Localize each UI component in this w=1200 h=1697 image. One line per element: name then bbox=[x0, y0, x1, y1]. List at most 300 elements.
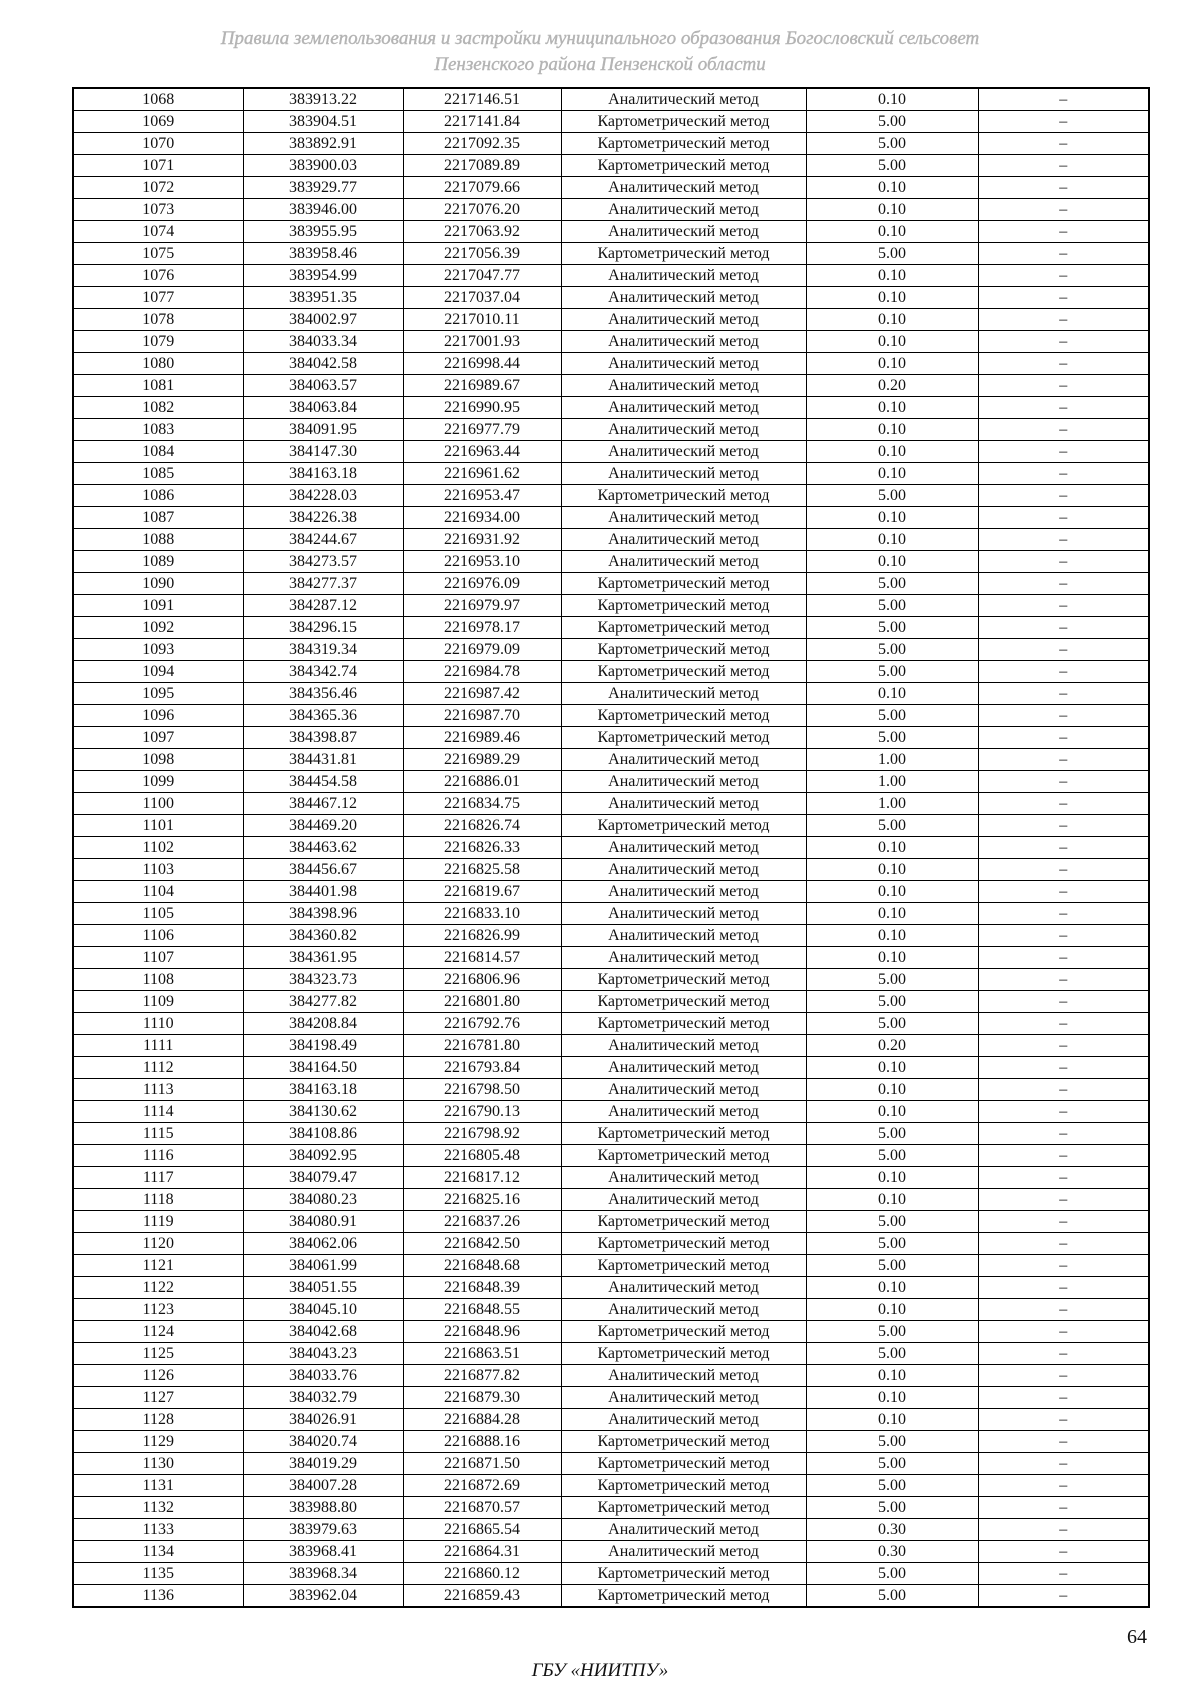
y-coordinate-cell: 2216837.26 bbox=[403, 1211, 561, 1233]
y-coordinate-cell: 2216987.70 bbox=[403, 705, 561, 727]
y-coordinate-cell: 2216871.50 bbox=[403, 1453, 561, 1475]
point-number-cell: 1131 bbox=[73, 1475, 243, 1497]
x-coordinate-cell: 384002.97 bbox=[243, 309, 403, 331]
method-cell: Аналитический метод bbox=[561, 309, 806, 331]
accuracy-cell: 0.10 bbox=[806, 903, 978, 925]
x-coordinate-cell: 384361.95 bbox=[243, 947, 403, 969]
table-row bbox=[73, 969, 1149, 991]
point-number-cell: 1098 bbox=[73, 749, 243, 771]
y-coordinate-cell: 2216879.30 bbox=[403, 1387, 561, 1409]
y-coordinate-cell: 2216870.57 bbox=[403, 1497, 561, 1519]
table-row bbox=[73, 1431, 1149, 1453]
x-coordinate-cell: 383968.34 bbox=[243, 1563, 403, 1585]
y-coordinate-cell: 2216984.78 bbox=[403, 661, 561, 683]
table-row bbox=[73, 1519, 1149, 1541]
note-cell: – bbox=[978, 309, 1149, 331]
point-number-cell: 1104 bbox=[73, 881, 243, 903]
note-cell: – bbox=[978, 1145, 1149, 1167]
method-cell: Аналитический метод bbox=[561, 463, 806, 485]
y-coordinate-cell: 2216872.69 bbox=[403, 1475, 561, 1497]
x-coordinate-cell: 384042.58 bbox=[243, 353, 403, 375]
x-coordinate-cell: 383968.41 bbox=[243, 1541, 403, 1563]
method-cell: Картометрический метод bbox=[561, 1123, 806, 1145]
point-number-cell: 1083 bbox=[73, 419, 243, 441]
table-row bbox=[73, 771, 1149, 793]
accuracy-cell: 5.00 bbox=[806, 1343, 978, 1365]
point-number-cell: 1077 bbox=[73, 287, 243, 309]
table-row bbox=[73, 331, 1149, 353]
y-coordinate-cell: 2216826.33 bbox=[403, 837, 561, 859]
accuracy-cell: 0.10 bbox=[806, 1299, 978, 1321]
point-number-cell: 1071 bbox=[73, 155, 243, 177]
y-coordinate-cell: 2216977.79 bbox=[403, 419, 561, 441]
note-cell: – bbox=[978, 463, 1149, 485]
table-row bbox=[73, 1013, 1149, 1035]
table-row bbox=[73, 375, 1149, 397]
note-cell: – bbox=[978, 1365, 1149, 1387]
note-cell: – bbox=[978, 1255, 1149, 1277]
running-header bbox=[0, 26, 1200, 78]
x-coordinate-cell: 384080.91 bbox=[243, 1211, 403, 1233]
accuracy-cell: 0.10 bbox=[806, 947, 978, 969]
x-coordinate-cell: 384033.76 bbox=[243, 1365, 403, 1387]
x-coordinate-cell: 383892.91 bbox=[243, 133, 403, 155]
point-number-cell: 1093 bbox=[73, 639, 243, 661]
y-coordinate-cell: 2216863.51 bbox=[403, 1343, 561, 1365]
y-coordinate-cell: 2216961.62 bbox=[403, 463, 561, 485]
note-cell: – bbox=[978, 947, 1149, 969]
note-cell: – bbox=[978, 1123, 1149, 1145]
accuracy-cell: 0.30 bbox=[806, 1519, 978, 1541]
table-row bbox=[73, 749, 1149, 771]
note-cell: – bbox=[978, 287, 1149, 309]
accuracy-cell: 5.00 bbox=[806, 661, 978, 683]
note-cell: – bbox=[978, 705, 1149, 727]
accuracy-cell: 5.00 bbox=[806, 1233, 978, 1255]
x-coordinate-cell: 384365.36 bbox=[243, 705, 403, 727]
accuracy-cell: 0.10 bbox=[806, 551, 978, 573]
accuracy-cell: 5.00 bbox=[806, 705, 978, 727]
method-cell: Картометрический метод bbox=[561, 155, 806, 177]
note-cell: – bbox=[978, 551, 1149, 573]
method-cell: Картометрический метод bbox=[561, 705, 806, 727]
method-cell: Картометрический метод bbox=[561, 1453, 806, 1475]
x-coordinate-cell: 384208.84 bbox=[243, 1013, 403, 1035]
point-number-cell: 1088 bbox=[73, 529, 243, 551]
method-cell: Картометрический метод bbox=[561, 1585, 806, 1608]
table-row bbox=[73, 1453, 1149, 1475]
x-coordinate-cell: 384063.57 bbox=[243, 375, 403, 397]
note-cell: – bbox=[978, 881, 1149, 903]
y-coordinate-cell: 2216859.43 bbox=[403, 1585, 561, 1608]
method-cell: Аналитический метод bbox=[561, 177, 806, 199]
method-cell: Картометрический метод bbox=[561, 1233, 806, 1255]
y-coordinate-cell: 2216814.57 bbox=[403, 947, 561, 969]
note-cell: – bbox=[978, 111, 1149, 133]
y-coordinate-cell: 2216989.29 bbox=[403, 749, 561, 771]
table-row bbox=[73, 991, 1149, 1013]
x-coordinate-cell: 384164.50 bbox=[243, 1057, 403, 1079]
note-cell: – bbox=[978, 1189, 1149, 1211]
y-coordinate-cell: 2216877.82 bbox=[403, 1365, 561, 1387]
y-coordinate-cell: 2216817.12 bbox=[403, 1167, 561, 1189]
point-number-cell: 1078 bbox=[73, 309, 243, 331]
y-coordinate-cell: 2216781.80 bbox=[403, 1035, 561, 1057]
accuracy-cell: 0.10 bbox=[806, 199, 978, 221]
note-cell: – bbox=[978, 969, 1149, 991]
point-number-cell: 1087 bbox=[73, 507, 243, 529]
x-coordinate-cell: 384163.18 bbox=[243, 1079, 403, 1101]
note-cell: – bbox=[978, 815, 1149, 837]
y-coordinate-cell: 2216979.97 bbox=[403, 595, 561, 617]
point-number-cell: 1082 bbox=[73, 397, 243, 419]
x-coordinate-cell: 384226.38 bbox=[243, 507, 403, 529]
x-coordinate-cell: 384032.79 bbox=[243, 1387, 403, 1409]
accuracy-cell: 0.10 bbox=[806, 837, 978, 859]
accuracy-cell: 5.00 bbox=[806, 991, 978, 1013]
method-cell: Аналитический метод bbox=[561, 529, 806, 551]
y-coordinate-cell: 2216989.46 bbox=[403, 727, 561, 749]
accuracy-cell: 0.10 bbox=[806, 859, 978, 881]
y-coordinate-cell: 2217063.92 bbox=[403, 221, 561, 243]
note-cell: – bbox=[978, 133, 1149, 155]
note-cell: – bbox=[978, 837, 1149, 859]
table-row bbox=[73, 485, 1149, 507]
table-row bbox=[73, 1167, 1149, 1189]
point-number-cell: 1107 bbox=[73, 947, 243, 969]
method-cell: Картометрический метод bbox=[561, 1343, 806, 1365]
point-number-cell: 1074 bbox=[73, 221, 243, 243]
y-coordinate-cell: 2217076.20 bbox=[403, 199, 561, 221]
note-cell: – bbox=[978, 661, 1149, 683]
y-coordinate-cell: 2216842.50 bbox=[403, 1233, 561, 1255]
accuracy-cell: 0.10 bbox=[806, 397, 978, 419]
table-row bbox=[73, 1343, 1149, 1365]
point-number-cell: 1092 bbox=[73, 617, 243, 639]
x-coordinate-cell: 384091.95 bbox=[243, 419, 403, 441]
x-coordinate-cell: 383954.99 bbox=[243, 265, 403, 287]
method-cell: Картометрический метод bbox=[561, 617, 806, 639]
table-row bbox=[73, 309, 1149, 331]
accuracy-cell: 5.00 bbox=[806, 133, 978, 155]
point-number-cell: 1120 bbox=[73, 1233, 243, 1255]
table-row bbox=[73, 1365, 1149, 1387]
point-number-cell: 1103 bbox=[73, 859, 243, 881]
point-number-cell: 1117 bbox=[73, 1167, 243, 1189]
method-cell: Картометрический метод bbox=[561, 1255, 806, 1277]
note-cell: – bbox=[978, 1541, 1149, 1563]
accuracy-cell: 0.10 bbox=[806, 1387, 978, 1409]
y-coordinate-cell: 2216825.58 bbox=[403, 859, 561, 881]
accuracy-cell: 5.00 bbox=[806, 1585, 978, 1608]
method-cell: Аналитический метод bbox=[561, 265, 806, 287]
point-number-cell: 1134 bbox=[73, 1541, 243, 1563]
method-cell: Картометрический метод bbox=[561, 1211, 806, 1233]
accuracy-cell: 0.10 bbox=[806, 1167, 978, 1189]
y-coordinate-cell: 2216805.48 bbox=[403, 1145, 561, 1167]
table-row bbox=[73, 925, 1149, 947]
note-cell: – bbox=[978, 991, 1149, 1013]
accuracy-cell: 0.10 bbox=[806, 463, 978, 485]
point-number-cell: 1097 bbox=[73, 727, 243, 749]
table-row bbox=[73, 1541, 1149, 1563]
table-row bbox=[73, 727, 1149, 749]
table-row bbox=[73, 287, 1149, 309]
point-number-cell: 1123 bbox=[73, 1299, 243, 1321]
method-cell: Аналитический метод bbox=[561, 419, 806, 441]
y-coordinate-cell: 2216826.99 bbox=[403, 925, 561, 947]
point-number-cell: 1132 bbox=[73, 1497, 243, 1519]
x-coordinate-cell: 384469.20 bbox=[243, 815, 403, 837]
table-row bbox=[73, 243, 1149, 265]
accuracy-cell: 0.20 bbox=[806, 1035, 978, 1057]
accuracy-cell: 5.00 bbox=[806, 1123, 978, 1145]
x-coordinate-cell: 384342.74 bbox=[243, 661, 403, 683]
point-number-cell: 1135 bbox=[73, 1563, 243, 1585]
x-coordinate-cell: 383988.80 bbox=[243, 1497, 403, 1519]
x-coordinate-cell: 383946.00 bbox=[243, 199, 403, 221]
method-cell: Аналитический метод bbox=[561, 88, 806, 111]
accuracy-cell: 0.10 bbox=[806, 1101, 978, 1123]
y-coordinate-cell: 2217089.89 bbox=[403, 155, 561, 177]
point-number-cell: 1070 bbox=[73, 133, 243, 155]
accuracy-cell: 1.00 bbox=[806, 771, 978, 793]
point-number-cell: 1116 bbox=[73, 1145, 243, 1167]
method-cell: Аналитический метод bbox=[561, 771, 806, 793]
point-number-cell: 1106 bbox=[73, 925, 243, 947]
method-cell: Аналитический метод bbox=[561, 1409, 806, 1431]
method-cell: Картометрический метод bbox=[561, 133, 806, 155]
y-coordinate-cell: 2217047.77 bbox=[403, 265, 561, 287]
accuracy-cell: 0.10 bbox=[806, 881, 978, 903]
point-number-cell: 1068 bbox=[73, 88, 243, 111]
y-coordinate-cell: 2217141.84 bbox=[403, 111, 561, 133]
method-cell: Аналитический метод bbox=[561, 793, 806, 815]
x-coordinate-cell: 383929.77 bbox=[243, 177, 403, 199]
method-cell: Аналитический метод bbox=[561, 859, 806, 881]
table-row bbox=[73, 705, 1149, 727]
accuracy-cell: 5.00 bbox=[806, 243, 978, 265]
method-cell: Аналитический метод bbox=[561, 1189, 806, 1211]
method-cell: Аналитический метод bbox=[561, 881, 806, 903]
accuracy-cell: 0.10 bbox=[806, 1365, 978, 1387]
method-cell: Аналитический метод bbox=[561, 221, 806, 243]
x-coordinate-cell: 384454.58 bbox=[243, 771, 403, 793]
y-coordinate-cell: 2216792.76 bbox=[403, 1013, 561, 1035]
table-row bbox=[73, 1409, 1149, 1431]
point-number-cell: 1105 bbox=[73, 903, 243, 925]
accuracy-cell: 5.00 bbox=[806, 1321, 978, 1343]
accuracy-cell: 5.00 bbox=[806, 969, 978, 991]
point-number-cell: 1076 bbox=[73, 265, 243, 287]
note-cell: – bbox=[978, 903, 1149, 925]
method-cell: Аналитический метод bbox=[561, 1277, 806, 1299]
table-row bbox=[73, 265, 1149, 287]
method-cell: Аналитический метод bbox=[561, 551, 806, 573]
table-row bbox=[73, 441, 1149, 463]
point-number-cell: 1111 bbox=[73, 1035, 243, 1057]
x-coordinate-cell: 383951.35 bbox=[243, 287, 403, 309]
method-cell: Картометрический метод bbox=[561, 1145, 806, 1167]
table-row bbox=[73, 199, 1149, 221]
accuracy-cell: 0.10 bbox=[806, 1409, 978, 1431]
y-coordinate-cell: 2216888.16 bbox=[403, 1431, 561, 1453]
method-cell: Картометрический метод bbox=[561, 1321, 806, 1343]
method-cell: Аналитический метод bbox=[561, 1101, 806, 1123]
accuracy-cell: 5.00 bbox=[806, 1475, 978, 1497]
accuracy-cell: 1.00 bbox=[806, 793, 978, 815]
accuracy-cell: 0.10 bbox=[806, 1277, 978, 1299]
table-row bbox=[73, 133, 1149, 155]
method-cell: Аналитический метод bbox=[561, 1035, 806, 1057]
point-number-cell: 1118 bbox=[73, 1189, 243, 1211]
method-cell: Картометрический метод bbox=[561, 1431, 806, 1453]
method-cell: Аналитический метод bbox=[561, 683, 806, 705]
method-cell: Аналитический метод bbox=[561, 375, 806, 397]
note-cell: – bbox=[978, 573, 1149, 595]
method-cell: Картометрический метод bbox=[561, 991, 806, 1013]
accuracy-cell: 5.00 bbox=[806, 639, 978, 661]
y-coordinate-cell: 2216848.68 bbox=[403, 1255, 561, 1277]
table-row bbox=[73, 903, 1149, 925]
note-cell: – bbox=[978, 441, 1149, 463]
method-cell: Картометрический метод bbox=[561, 639, 806, 661]
table-row bbox=[73, 793, 1149, 815]
table-row bbox=[73, 1255, 1149, 1277]
note-cell: – bbox=[978, 265, 1149, 287]
x-coordinate-cell: 384051.55 bbox=[243, 1277, 403, 1299]
note-cell: – bbox=[978, 1013, 1149, 1035]
note-cell: – bbox=[978, 1563, 1149, 1585]
y-coordinate-cell: 2217079.66 bbox=[403, 177, 561, 199]
accuracy-cell: 0.10 bbox=[806, 221, 978, 243]
note-cell: – bbox=[978, 331, 1149, 353]
x-coordinate-cell: 384296.15 bbox=[243, 617, 403, 639]
y-coordinate-cell: 2216819.67 bbox=[403, 881, 561, 903]
x-coordinate-cell: 384277.37 bbox=[243, 573, 403, 595]
point-number-cell: 1094 bbox=[73, 661, 243, 683]
point-number-cell: 1075 bbox=[73, 243, 243, 265]
x-coordinate-cell: 384319.34 bbox=[243, 639, 403, 661]
table-row bbox=[73, 155, 1149, 177]
table-row bbox=[73, 507, 1149, 529]
x-coordinate-cell: 383900.03 bbox=[243, 155, 403, 177]
table-row bbox=[73, 1079, 1149, 1101]
point-number-cell: 1073 bbox=[73, 199, 243, 221]
table-row bbox=[73, 617, 1149, 639]
y-coordinate-cell: 2216801.80 bbox=[403, 991, 561, 1013]
note-cell: – bbox=[978, 88, 1149, 111]
point-number-cell: 1108 bbox=[73, 969, 243, 991]
method-cell: Аналитический метод bbox=[561, 507, 806, 529]
accuracy-cell: 0.10 bbox=[806, 353, 978, 375]
point-number-cell: 1079 bbox=[73, 331, 243, 353]
accuracy-cell: 5.00 bbox=[806, 617, 978, 639]
accuracy-cell: 5.00 bbox=[806, 1211, 978, 1233]
note-cell: – bbox=[978, 1277, 1149, 1299]
table-row bbox=[73, 661, 1149, 683]
accuracy-cell: 5.00 bbox=[806, 1013, 978, 1035]
method-cell: Картометрический метод bbox=[561, 727, 806, 749]
table-row bbox=[73, 1189, 1149, 1211]
point-number-cell: 1114 bbox=[73, 1101, 243, 1123]
table-row bbox=[73, 353, 1149, 375]
accuracy-cell: 0.10 bbox=[806, 683, 978, 705]
method-cell: Аналитический метод bbox=[561, 749, 806, 771]
accuracy-cell: 5.00 bbox=[806, 1453, 978, 1475]
table-row bbox=[73, 1035, 1149, 1057]
point-number-cell: 1110 bbox=[73, 1013, 243, 1035]
accuracy-cell: 0.10 bbox=[806, 529, 978, 551]
x-coordinate-cell: 384092.95 bbox=[243, 1145, 403, 1167]
table-row bbox=[73, 1057, 1149, 1079]
accuracy-cell: 0.10 bbox=[806, 925, 978, 947]
y-coordinate-cell: 2216987.42 bbox=[403, 683, 561, 705]
y-coordinate-cell: 2216848.55 bbox=[403, 1299, 561, 1321]
y-coordinate-cell: 2216934.00 bbox=[403, 507, 561, 529]
note-cell: – bbox=[978, 221, 1149, 243]
note-cell: – bbox=[978, 1343, 1149, 1365]
x-coordinate-cell: 384147.30 bbox=[243, 441, 403, 463]
table-row bbox=[73, 1299, 1149, 1321]
table-row bbox=[73, 221, 1149, 243]
accuracy-cell: 5.00 bbox=[806, 111, 978, 133]
table-row bbox=[73, 573, 1149, 595]
y-coordinate-cell: 2216790.13 bbox=[403, 1101, 561, 1123]
note-cell: – bbox=[978, 793, 1149, 815]
note-cell: – bbox=[978, 1035, 1149, 1057]
note-cell: – bbox=[978, 1453, 1149, 1475]
accuracy-cell: 0.20 bbox=[806, 375, 978, 397]
footer-organization: ГБУ «НИИТПУ» bbox=[531, 1660, 669, 1681]
method-cell: Аналитический метод bbox=[561, 1299, 806, 1321]
point-number-cell: 1115 bbox=[73, 1123, 243, 1145]
note-cell: – bbox=[978, 1475, 1149, 1497]
accuracy-cell: 5.00 bbox=[806, 727, 978, 749]
accuracy-cell: 5.00 bbox=[806, 1563, 978, 1585]
table-row bbox=[73, 837, 1149, 859]
y-coordinate-cell: 2216953.47 bbox=[403, 485, 561, 507]
y-coordinate-cell: 2216978.17 bbox=[403, 617, 561, 639]
table-row bbox=[73, 1321, 1149, 1343]
accuracy-cell: 0.30 bbox=[806, 1541, 978, 1563]
table-row bbox=[73, 1277, 1149, 1299]
y-coordinate-cell: 2216884.28 bbox=[403, 1409, 561, 1431]
table-row bbox=[73, 1101, 1149, 1123]
y-coordinate-cell: 2216848.39 bbox=[403, 1277, 561, 1299]
table-row bbox=[73, 1497, 1149, 1519]
method-cell: Картометрический метод bbox=[561, 661, 806, 683]
point-number-cell: 1095 bbox=[73, 683, 243, 705]
method-cell: Картометрический метод bbox=[561, 1563, 806, 1585]
note-cell: – bbox=[978, 177, 1149, 199]
method-cell: Аналитический метод bbox=[561, 1167, 806, 1189]
header-line-2: Пензенского района Пензенской области bbox=[434, 54, 766, 75]
y-coordinate-cell: 2216826.74 bbox=[403, 815, 561, 837]
coordinates-table bbox=[72, 87, 1150, 1608]
accuracy-cell: 0.10 bbox=[806, 1189, 978, 1211]
x-coordinate-cell: 383958.46 bbox=[243, 243, 403, 265]
table-row bbox=[73, 595, 1149, 617]
y-coordinate-cell: 2216798.50 bbox=[403, 1079, 561, 1101]
accuracy-cell: 0.10 bbox=[806, 1079, 978, 1101]
method-cell: Аналитический метод bbox=[561, 287, 806, 309]
method-cell: Картометрический метод bbox=[561, 243, 806, 265]
note-cell: – bbox=[978, 727, 1149, 749]
y-coordinate-cell: 2216860.12 bbox=[403, 1563, 561, 1585]
y-coordinate-cell: 2216798.92 bbox=[403, 1123, 561, 1145]
note-cell: – bbox=[978, 353, 1149, 375]
